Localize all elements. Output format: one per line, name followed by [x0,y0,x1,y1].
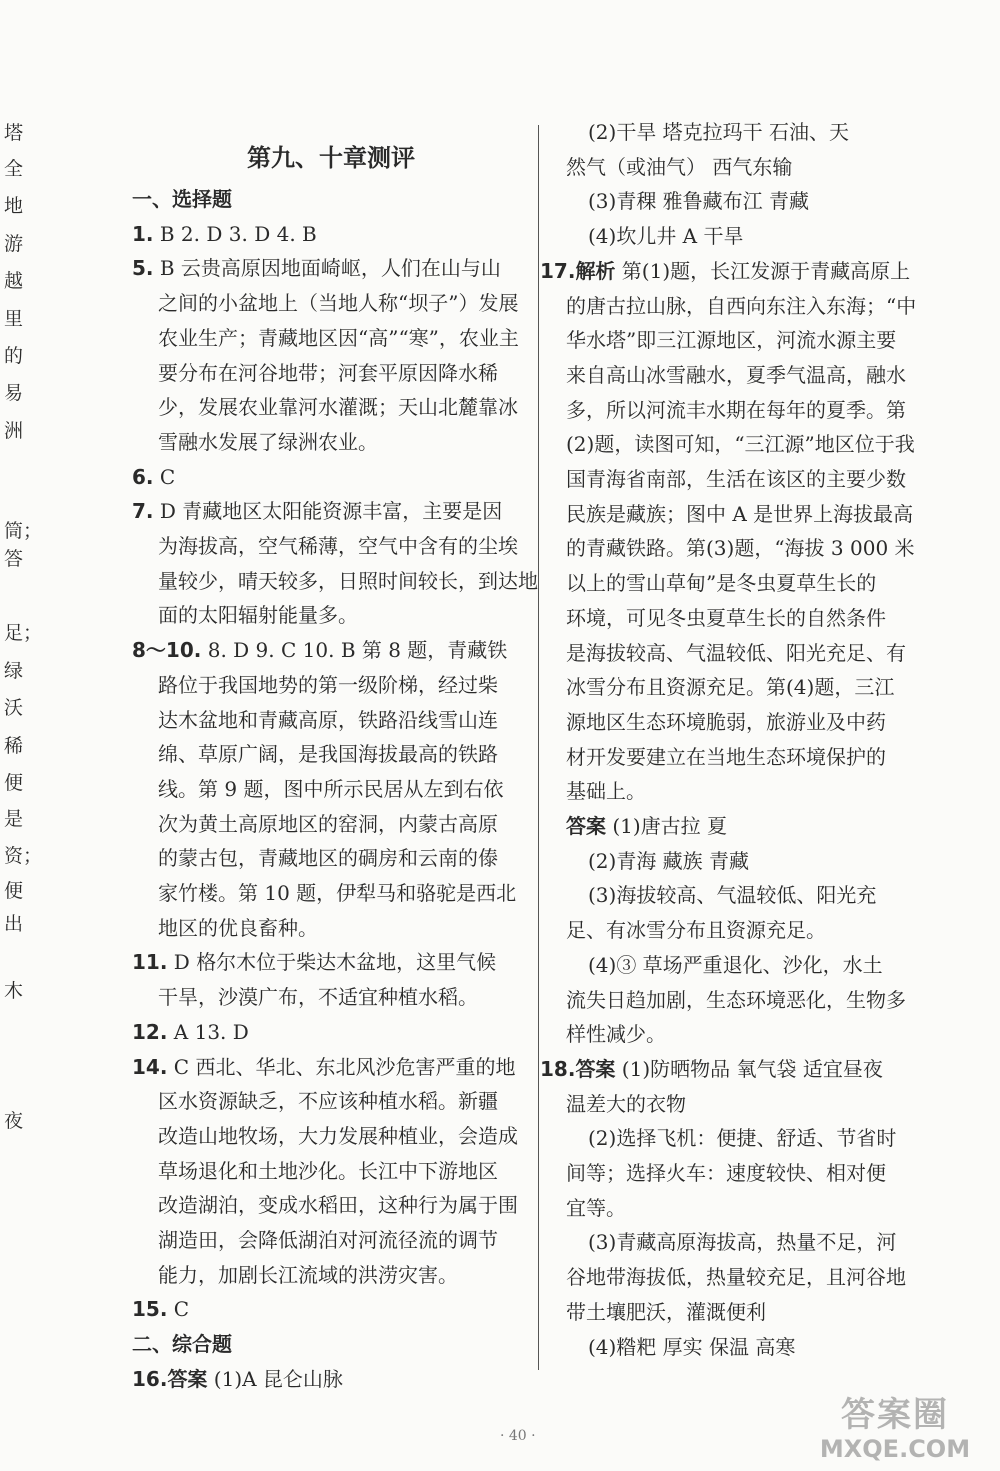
text-line [132,465,175,489]
text-line [588,883,876,907]
text-line [566,745,886,769]
line-text: 家竹楼。第 10 题，伊犁马和骆驼是西北 [158,881,517,905]
text-line [158,742,498,766]
edge-char: 是 [4,808,24,830]
edge-char: 绿 [4,660,24,682]
section-heading: 一、选择题 [132,187,232,211]
line-text: 源地区生态环境脆弱，旅游业及中药 [566,709,886,734]
line-text: 冰雪分布且资源充足。第(4)题，三江 [566,675,895,700]
text-line [588,224,744,248]
text-line [132,1367,343,1391]
question-number: 8～10. [132,638,202,663]
line-text: 是海拔较高、气温较低、阳光充足、有 [566,640,906,665]
line-text: 改造湖泊，变成水稻田，这种行为属于围 [158,1193,518,1218]
line-text: 宜等。 [566,1195,626,1220]
line-text: 农业生产；青藏地区因“高”“寒”，农业主 [158,325,519,350]
line-text: 国青海省南部，生活在该区的主要少数 [566,467,906,491]
line-text: A 13. D [167,1019,249,1044]
text-line [158,1193,518,1217]
answer-tag: 答案 [566,814,606,838]
line-text: 干旱，沙漠广布，不适宜种植水稻。 [158,985,478,1010]
answer-tag: 答案 [167,1366,208,1391]
edge-char: 里 [4,308,24,330]
question-number: 18. [540,1056,576,1081]
line-text: 线。第 9 题，图中所示民居从左到右依 [158,776,504,801]
text-line [566,432,915,456]
text-line [158,1124,518,1148]
text-line [132,499,502,523]
line-text: 次为黄土高原地区的窑洞，内蒙古高原 [158,811,498,836]
text-line [566,710,886,734]
text-line [132,638,507,662]
line-text: 地区的优良畜种。 [158,915,318,940]
line-text: 的唐古拉山脉，自西向东注入东海；“中 [566,293,917,318]
line-text: 带土壤肥沃，灌溉便利 [566,1299,766,1324]
text-line [132,950,496,974]
text-line [132,1020,249,1044]
question-number: 12. [132,1019,168,1044]
text-line [566,502,913,526]
text-line [158,881,516,905]
text-line [158,673,498,697]
line-text: 流失日趋加剧，生态环境恶化，生物多 [566,987,906,1012]
line-text: 民族是藏族；图中 A 是世界上海拔最高 [566,501,914,526]
line-text: C [167,1297,190,1322]
text-line [588,849,749,873]
text-line [588,1230,896,1254]
line-text: (2)选择飞机：便捷、舒适、节省时 [588,1126,897,1151]
text-line [566,1022,666,1046]
text-line [566,467,906,491]
text-line [566,294,916,318]
line-text: 少，发展农业靠河水灌溉；天山北麓靠冰 [158,395,518,420]
text-line [588,953,883,977]
text-line [566,814,727,838]
text-line [132,1297,189,1321]
line-text: 多，所以河流丰水期在每年的夏季。第 [566,397,906,422]
text-line [158,603,358,627]
text-line [588,120,849,144]
text-line [158,777,503,801]
question-number: 1. [132,221,154,246]
text-line [566,1300,766,1324]
question-number: 14. [132,1054,168,1079]
line-text: 改造山地牧场，大力发展种植业，会造成 [158,1123,518,1148]
text-line [566,398,906,422]
line-text: 然气（或油气） 西气东输 [566,154,793,179]
text-line [158,395,518,419]
question-number: 17. [540,258,576,283]
text-line [158,291,518,315]
text-line [158,430,378,454]
line-text: 来自高山冰雪融水，夏季气温高，融水 [566,362,906,387]
text-line [566,571,876,595]
line-text: 区水资源缺乏，不应该种植水稻。新疆 [158,1089,498,1114]
line-text: (2)题，读图可知，“三江源”地区位于我 [566,432,915,457]
edge-char: 沃 [4,697,24,719]
line-text: C 西北、华北、东北风沙危害严重的地 [167,1054,516,1079]
line-text: 温差大的衣物 [566,1091,686,1116]
section-heading: 二、综合题 [132,1332,232,1357]
watermark-logo: 答案圈 [841,1395,949,1435]
question-number: 6. [132,464,154,489]
line-text: 间等；选择火车：速度较快、相对便 [566,1161,886,1185]
edge-char: 答 [4,548,24,570]
text-line [566,536,915,560]
text-line [132,222,317,246]
answer-tag: 答案 [575,1056,616,1081]
text-line [566,779,646,803]
question-number: 16. [132,1366,168,1391]
text-line [132,1055,515,1079]
edge-char: 便 [4,772,24,794]
text-line [132,256,501,280]
question-number: 11. [132,950,168,975]
line-text: 足、有冰雪分布且资源充足。 [566,918,826,943]
text-line [566,641,906,665]
watermark [800,1395,990,1463]
edge-char: 夜 [4,1110,24,1132]
edge-char: 稀 [4,735,24,757]
line-text: 雪融水发展了绿洲农业。 [158,429,378,454]
line-text: 绵、草原广阔，是我国海拔最高的铁路 [158,742,498,767]
text-line [566,1196,626,1220]
text-line [158,1228,498,1252]
line-text: 达木盆地和青藏高原，铁路沿线雪山连 [158,707,498,732]
edge-char: 游 [4,233,24,255]
text-line [566,155,792,179]
line-text: (2)青海 藏族 青藏 [588,848,750,873]
text-line [158,1159,498,1183]
column-divider [538,125,539,1370]
text-line [158,326,519,350]
text-line [588,1126,896,1150]
text-line [158,1263,458,1287]
edge-char: 地 [4,195,24,217]
text-line [566,988,906,1012]
edge-char: 木 [4,980,24,1002]
line-text: (3)海拔较高、气温较低、阳光充 [588,883,877,908]
edge-char: 便 [4,880,24,902]
text-line [158,846,498,870]
line-text: 湖造田，会降低湖泊对河流径流的调节 [158,1228,498,1252]
line-text: C [153,464,176,489]
text-line [158,361,498,385]
edge-char: 易 [4,382,24,404]
edge-char: 全 [4,158,24,180]
line-text: (3)青稞 雅鲁藏布江 青藏 [588,189,810,214]
line-text: D 格尔木位于柴达木盆地，这里气候 [167,950,497,975]
line-text: 草场退化和土地沙化。长江中下游地区 [158,1158,498,1183]
text-line [540,259,910,283]
line-text: B 云贵高原因地面崎岖，人们在山与山 [153,256,501,281]
line-text: B 2. D 3. D 4. B [153,221,317,246]
line-text: 之间的小盆地上（当地人称“坝子”）发展 [158,291,519,316]
line-text: (4)坎儿井 A 干旱 [588,224,744,249]
line-text: (3)青藏高原海拔高，热量不足，河 [588,1230,897,1255]
line-text: 8. D 9. C 10. B 第 8 题，青藏铁 [201,638,508,663]
question-number: 15. [132,1297,168,1322]
line-text: (1)唐古拉 夏 [606,814,728,838]
line-text: 要分布在河谷地带；河套平原因降水稀 [158,360,498,385]
line-text: 第(1)题，长江发源于青藏高原上 [615,258,911,283]
line-text: 以上的雪山草甸”是冬虫夏草生长的 [566,571,877,596]
text-line [588,189,809,213]
text-line [566,606,886,630]
line-text: 为海拔高，空气稀薄，空气中含有的尘埃 [158,534,518,558]
text-line [566,1092,686,1116]
text-line [566,1265,906,1289]
line-text: D 青藏地区太阳能资源丰富，主要是因 [153,499,503,524]
edge-char: 资； [4,845,43,867]
line-text: 面的太阳辐射能量多。 [158,603,358,628]
text-line [588,1335,795,1359]
line-text: 材开发要建立在当地生态环境保护的 [566,744,886,769]
line-text: 环境，可见冬虫夏草生长的自然条件 [566,605,886,630]
text-line [540,1057,883,1081]
page-number: · 40 · [500,1428,536,1444]
edge-char: 出 [4,913,24,935]
line-text: 量较少，晴天较多，日照时间较长，到达地 [158,568,538,593]
watermark-url: MXQE.COM [819,1435,971,1463]
text-line [158,916,318,940]
line-text: 的青藏铁路。第(3)题，“海拔 3 000 米 [566,536,915,561]
line-text: 能力，加剧长江流域的洪涝灾害。 [158,1262,458,1287]
text-line [566,918,826,942]
line-text: 谷地带海拔低，热量较充足，且河谷地 [566,1265,906,1290]
text-line [566,363,906,387]
edge-char: 塔 [4,122,24,144]
text-line [158,534,518,558]
line-text: (2)干旱 塔克拉玛干 石油、天 [588,120,850,144]
line-text: 基础上。 [566,779,646,804]
page-title: 第九、十章测评 [247,144,415,172]
line-text: (1)防晒物品 氧气袋 适宜昼夜 [615,1056,883,1081]
edge-text-column [4,0,43,1471]
edge-char: 洲 [4,420,24,442]
question-number: 5. [132,256,154,281]
question-number: 7. [132,499,154,524]
text-line [566,675,894,699]
answer-tag: 解析 [575,258,616,283]
line-text: 华水塔”即三江源地区，河流水源主要 [566,328,897,353]
text-line [566,328,896,352]
edge-char: 足； [4,622,43,644]
text-line [158,1089,498,1113]
text-line [158,569,538,593]
line-text: 样性减少。 [566,1022,666,1047]
text-line [158,708,498,732]
line-text: 路位于我国地势的第一级阶梯，经过柴 [158,672,498,697]
text-line [158,812,498,836]
edge-char: 越 [4,270,24,292]
edge-char: 的 [4,345,24,367]
text-line [566,1161,886,1185]
line-text: (1)A 昆仑山脉 [207,1366,343,1391]
line-text: 的蒙古包，青藏地区的碉房和云南的傣 [158,846,498,871]
line-text: (4)③ 草场严重退化、沙化，水土 [588,952,883,977]
text-line [158,985,478,1009]
edge-char: 筒； [4,520,43,542]
line-text: (4)糌粑 厚实 保温 高寒 [588,1334,796,1359]
